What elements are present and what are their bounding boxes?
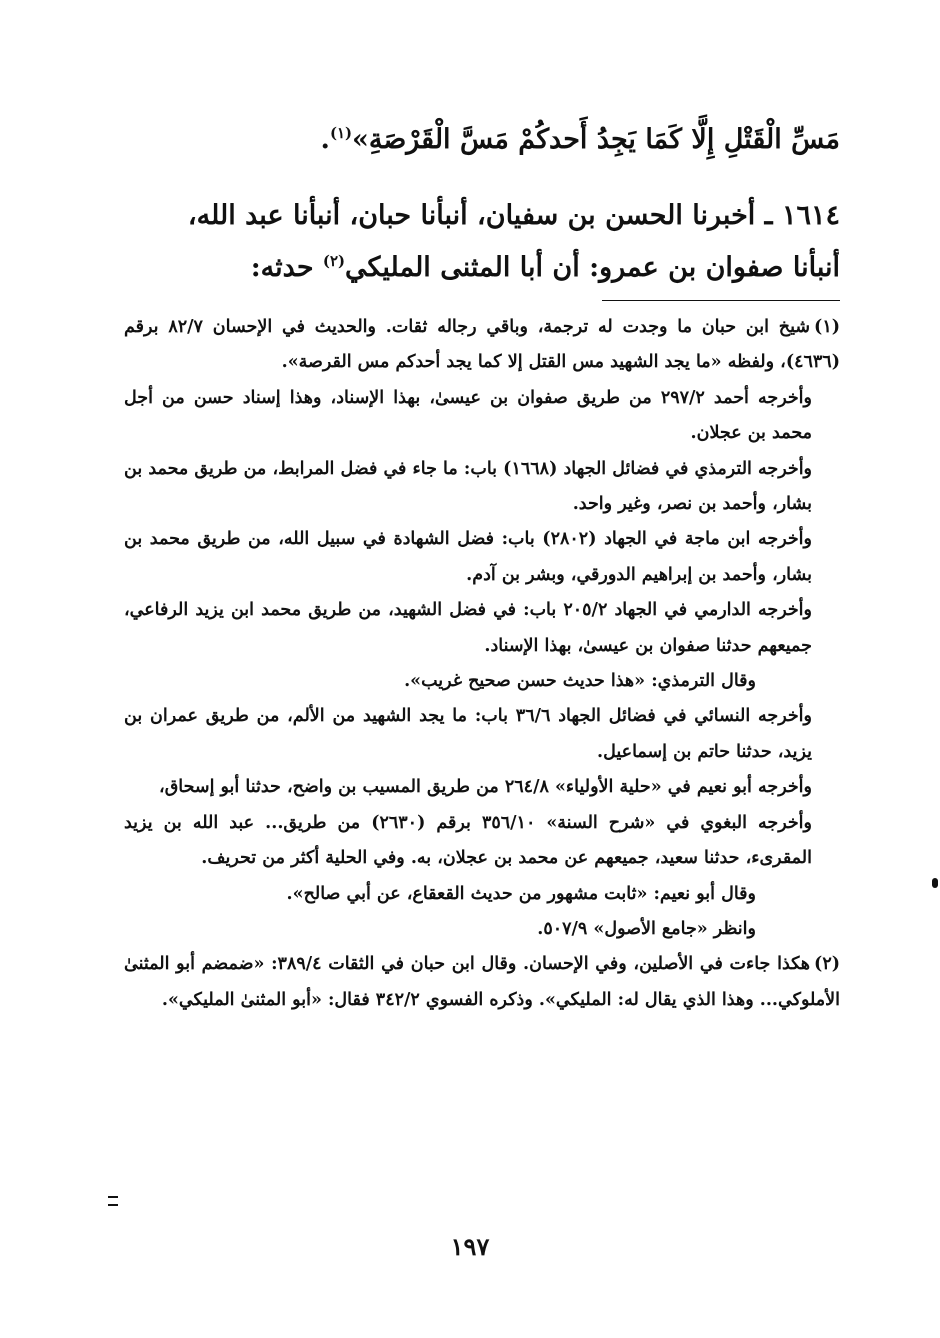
main-line1-end: .	[320, 124, 330, 155]
hadith-1614-line	[188, 196, 840, 236]
footnote-ref-2: (٢)	[322, 252, 345, 270]
footnote-2-label: (٢)	[814, 954, 840, 975]
margin-mark-dot	[932, 878, 938, 888]
footnote-1-darimi: وأخرجه الدارمي في الجهاد ٢٠٥/٢ باب: في فضل الشهيد، من طريق محمد ابن يزيد الرفاعي، جميعهم حدثنا صفوان بن عيسىٰ، بهذا الإسناد.	[124, 600, 812, 656]
footnote-1-tirmidhi: وأخرجه الترمذي في فضائل الجهاد (١٦٦٨) باب: ما جاء في فضل المرابط، من طريق محمد بن بشار، وأحمد بن نصر، وغير واحد.	[124, 458, 813, 515]
footnote-1-intro-text: شيخ ابن حبان ما وجدت له ترجمة، وباقي رجاله ثقات. والحديث في الإحسان ٨٢/٧ برقم (٤٦٣٦)، ولفظه «ما يجد الشهيد مس القتل إلا كما يجد أحدكم مس القرصة».	[124, 317, 840, 373]
footnote-separator	[602, 300, 840, 301]
main-line3-text-b: حدثه:	[250, 252, 314, 283]
footnote-2-text: هكذا جاءت في الأصلين، وفي الإحسان. وقال ابن حبان في الثقات ٣٨٩/٤: «ضمضم أبو المثنىٰ الأملوكي... وهذا الذي يقال له: المليكي». وذكره الفسوي ٣٤٢/٢ فقال: «أبو المثنىٰ المليكي».	[124, 954, 840, 1010]
footnote-1-ahmad: وأخرجه أحمد ٢٩٧/٢ من طريق صفوان بن عيسىٰ، بهذا الإسناد، وهذا إسناد حسن من أجل محمد بن عجلان.	[124, 387, 812, 444]
footnote-1-abunuaym: وأخرجه أبو نعيم في «حلية الأولياء» ٢٦٤/٨ من طريق المسيب بن واضح، حدثنا أبو إسحاق،	[159, 777, 812, 798]
footnote-1-abunuaym-quote: وقال أبو نعيم: «ثابت مشهور من حديث القعقاع، عن أبي صالح».	[286, 883, 756, 904]
footnote-ref-1: (١)	[329, 124, 352, 142]
footnote-1-intro	[124, 310, 840, 381]
footnote-1-ibnmajah: وأخرجه ابن ماجة في الجهاد (٢٨٠٢) باب: فضل الشهادة في سبيل الله، من طريق محمد بن بشار، وأحمد بن إبراهيم الدورقي، وبشر بن آدم.	[124, 529, 812, 585]
footnote-1-nasai: وأخرجه النسائي في فضائل الجهاد ٣٦/٦ باب: ما يجد الشهيد من الألم، من طريق عمران بن يزيد، حدثنا حاتم بن إسماعيل.	[124, 706, 812, 762]
footnotes-section	[124, 310, 840, 1018]
footnote-2	[124, 947, 840, 1018]
footnote-1-tirmidhi-quote: وقال الترمذي: «هذا حديث حسن صحيح غريب».	[404, 671, 756, 692]
main-line3-text-a: أنبأنا صفوان بن عمرو: أن أبا المثنى المليكي	[344, 252, 840, 283]
main-text-line-3	[251, 248, 840, 288]
footnote-1-label: (١)	[814, 317, 840, 337]
margin-mark-equals	[108, 1196, 118, 1206]
footnote-1-baghawi: وأخرجه البغوي في «شرح السنة» ٣٥٦/١٠ برقم (٢٦٣٠) من طريق... عبد الله بن يزيد المقرىء، حدثنا سعيد، جميعهم عن محمد بن عجلان، به. وفي الحلية أكثر من تحريف.	[124, 812, 812, 869]
main-line1-text: مَسِّ الْقَتْلِ إِلَّا كَمَا يَجِدُ أَحدكُمْ مَسَّ الْقَرْصَةِ»	[351, 124, 840, 155]
main-text-line-1	[321, 120, 840, 160]
hadith-1614-chain: ١٦١٤ ـ أخبرنا الحسن بن سفيان، أنبأنا حبان، أنبأنا عبد الله،	[187, 200, 840, 231]
footnote-1-jami-ref: وانظر «جامع الأصول» ٥٠٧/٩.	[537, 918, 756, 939]
page-number: ١٩٧	[450, 1232, 490, 1261]
